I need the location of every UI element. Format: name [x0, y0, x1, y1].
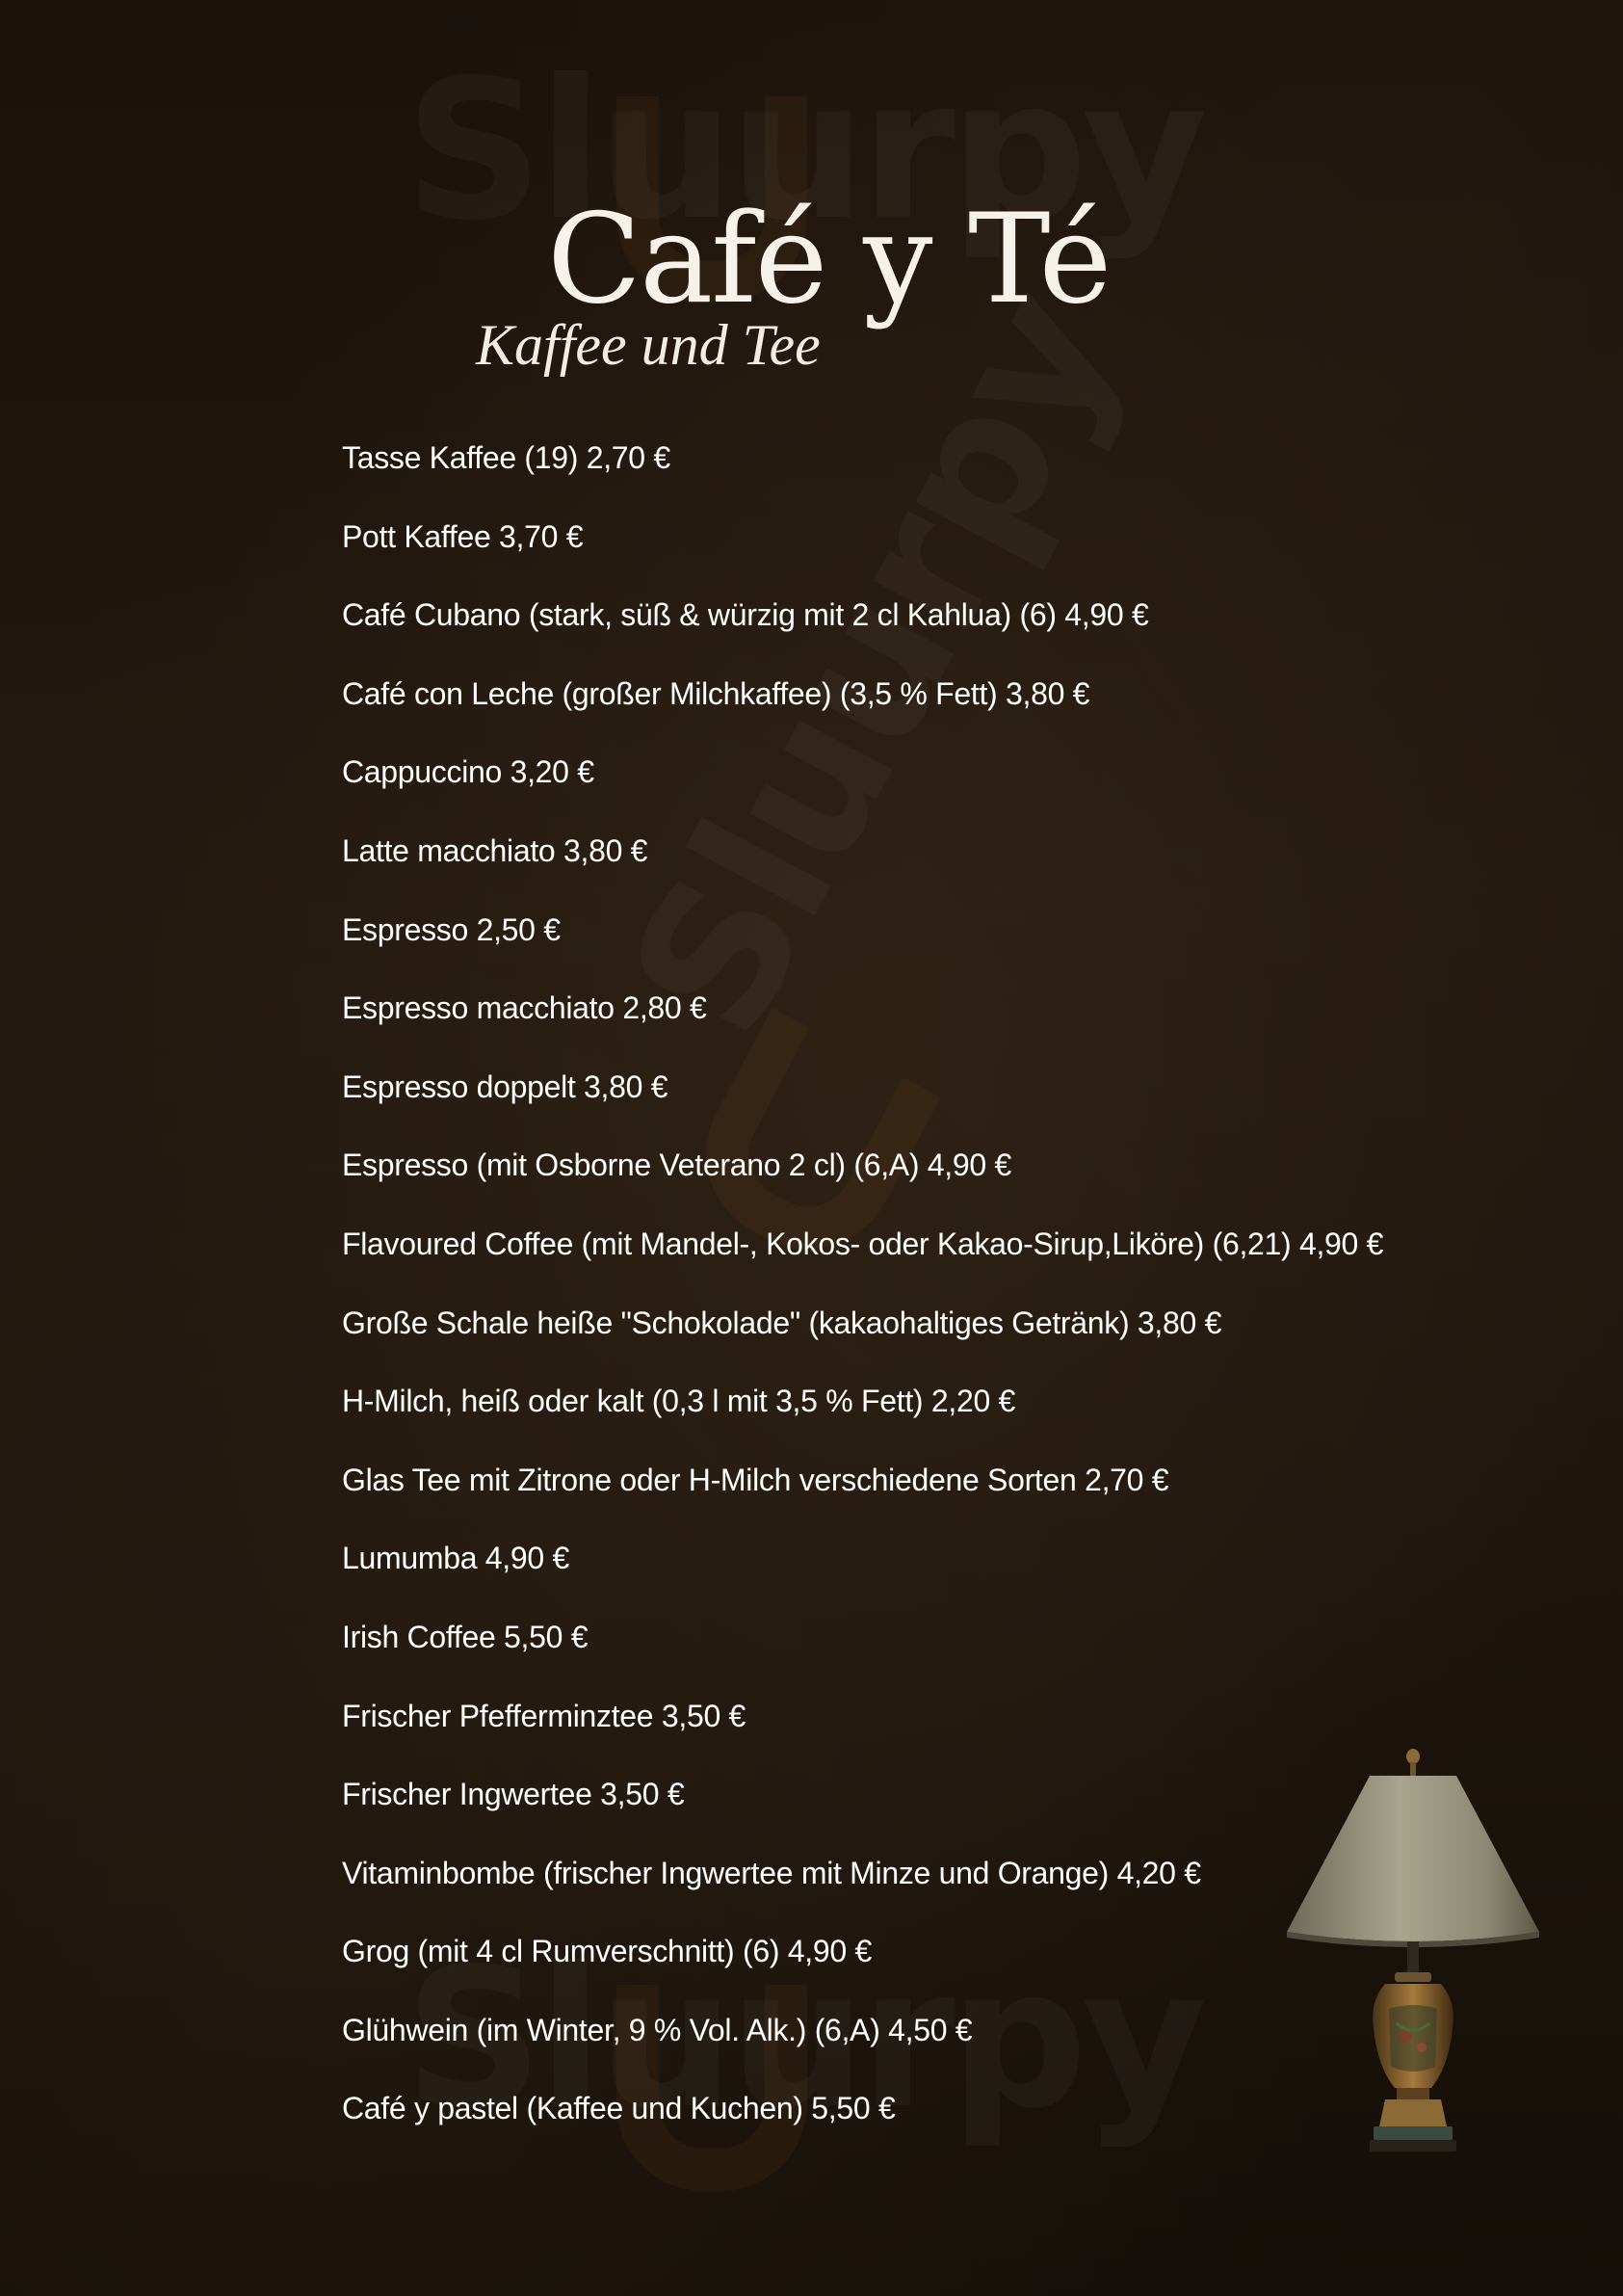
menu-item: Espresso 2,50 € [342, 911, 561, 947]
page-title: Café y Té [547, 188, 1111, 331]
page-subtitle: Kaffee und Tee [476, 313, 821, 377]
menu-item: Pott Kaffee 3,70 € [342, 518, 584, 554]
menu-item: Frischer Pfefferminztee 3,50 € [342, 1698, 746, 1733]
menu-item: Glühwein (im Winter, 9 % Vol. Alk.) (6,A) 4,50 € [342, 2012, 973, 2047]
menu-item: Flavoured Coffee (mit Mandel-, Kokos- oder Kakao-Sirup,Liköre) (6,21) 4,90 € [342, 1226, 1384, 1261]
menu-item: Lumumba 4,90 € [342, 1541, 569, 1576]
menu-item: Latte macchiato 3,80 € [342, 832, 648, 868]
menu-item: Espresso doppelt 3,80 € [342, 1069, 668, 1104]
menu-item: Café con Leche (großer Milchkaffee) (3,5 % Fett) 3,80 € [342, 675, 1090, 711]
menu-item: Frischer Ingwertee 3,50 € [342, 1777, 685, 1812]
menu-item: Glas Tee mit Zitrone oder H-Milch verschiedene Sorten 2,70 € [342, 1462, 1169, 1497]
menu-item: Grog (mit 4 cl Rumverschnitt) (6) 4,90 € [342, 1934, 872, 1969]
menu-item: Café Cubano (stark, süß & würzig mit 2 cl Kahlua) (6) 4,90 € [342, 597, 1149, 633]
menu-item: Espresso (mit Osborne Veterano 2 cl) (6,A) 4,90 € [342, 1148, 1011, 1183]
menu-item: Tasse Kaffee (19) 2,70 € [342, 440, 670, 475]
menu-item: Cappuccino 3,20 € [342, 754, 594, 790]
menu-list [342, 430, 1383, 2159]
menu-item: Große Schale heiße "Schokolade" (kakaohaltiges Getränk) 3,80 € [342, 1305, 1222, 1340]
table-lamp-icon [1281, 1749, 1551, 2173]
menu-item: Vitaminbombe (frischer Ingwertee mit Minze und Orange) 4,20 € [342, 1855, 1201, 1890]
menu-item: Irish Coffee 5,50 € [342, 1619, 589, 1654]
menu-item: Espresso macchiato 2,80 € [342, 990, 707, 1026]
menu-item: H-Milch, heiß oder kalt (0,3 l mit 3,5 % Fett) 2,20 € [342, 1384, 1016, 1419]
menu-item: Café y pastel (Kaffee und Kuchen) 5,50 € [342, 2091, 896, 2126]
